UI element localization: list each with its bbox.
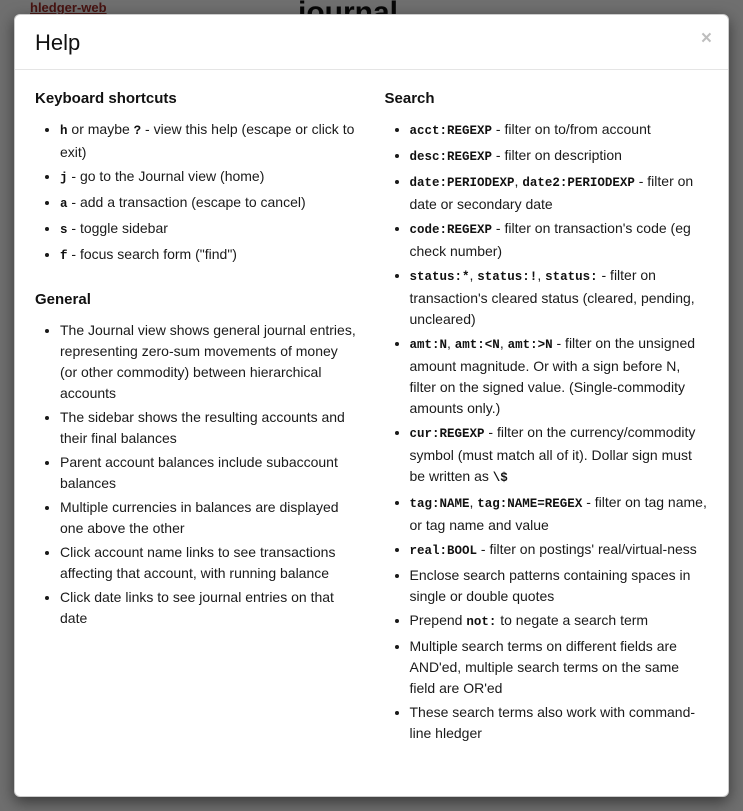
help-list-item: • cur:REGEXP - filter on the currency/commodity symbol (must match all of it). Dollar sign must be written as \$ bbox=[410, 422, 709, 489]
code-term: cur:REGEXP bbox=[409, 427, 485, 442]
help-list-item: • Parent account balances include subaccount balances bbox=[60, 452, 359, 494]
code-term: a bbox=[60, 197, 68, 212]
code-term: code:REGEXP bbox=[409, 223, 493, 238]
section-heading-search: Search bbox=[384, 90, 435, 108]
help-list-item: • The Journal view shows general journal entries, representing zero-sum movements of money (or other commodity) between hierarchical accounts bbox=[60, 320, 359, 404]
close-icon[interactable]: × bbox=[700, 28, 712, 49]
help-list-item: • Multiple search terms on different fields are AND'ed, multiple search terms on the same field are OR'ed bbox=[410, 636, 709, 699]
modal-title: Help bbox=[35, 30, 81, 55]
help-list-item: • Click account name links to see transactions affecting that account, with running balance bbox=[60, 542, 359, 584]
help-list-item: • Multiple currencies in balances are displayed one above the other bbox=[60, 497, 359, 539]
help-list-item: • The sidebar shows the resulting accounts and their final balances bbox=[60, 407, 359, 449]
general-list bbox=[35, 320, 359, 629]
keyboard-shortcuts-list bbox=[35, 119, 359, 267]
code-term: tag:NAME bbox=[409, 497, 470, 512]
help-list-item: • h or maybe ? - view this help (escape or click to exit) bbox=[60, 119, 359, 163]
code-term: date2:PERIODEXP bbox=[522, 176, 635, 191]
code-term: acct:REGEXP bbox=[409, 124, 493, 139]
code-term: status:! bbox=[477, 270, 538, 285]
help-column-right bbox=[385, 90, 709, 752]
section-heading-keyboard-shortcuts: Keyboard shortcuts bbox=[35, 90, 177, 108]
code-term: j bbox=[60, 171, 68, 186]
help-list-item: • a - add a transaction (escape to cancel) bbox=[60, 192, 359, 215]
help-list-item: • Enclose search patterns containing spaces in single or double quotes bbox=[410, 565, 709, 607]
help-column-left bbox=[35, 90, 359, 752]
code-term: tag:NAME=REGEX bbox=[477, 497, 583, 512]
help-modal bbox=[14, 14, 729, 797]
code-term: h bbox=[60, 124, 68, 139]
help-list-item: • These search terms also work with command-line hledger bbox=[410, 702, 709, 744]
help-list-item: • f - focus search form ("find") bbox=[60, 244, 359, 267]
code-term: not: bbox=[466, 615, 497, 630]
help-list-item: • Click date links to see journal entries on that date bbox=[60, 587, 359, 629]
modal-body bbox=[15, 70, 728, 762]
help-list-item: • amt:N, amt:<N, amt:>N - filter on the unsigned amount magnitude. Or with a sign before N, filter on the signed value. (Single-commodity amounts only.) bbox=[410, 333, 709, 419]
code-term: ? bbox=[133, 124, 142, 139]
code-term: amt:>N bbox=[507, 338, 553, 353]
help-list-item: • acct:REGEXP - filter on to/from account bbox=[410, 119, 709, 142]
code-term: amt:N bbox=[409, 338, 448, 353]
code-term: desc:REGEXP bbox=[409, 150, 493, 165]
help-list-item: • status:*, status:!, status: - filter on transaction's cleared status (cleared, pending, uncleared) bbox=[410, 265, 709, 330]
modal-header bbox=[15, 15, 728, 70]
code-term: date:PERIODEXP bbox=[409, 176, 515, 191]
help-list-item: • j - go to the Journal view (home) bbox=[60, 166, 359, 189]
code-term: real:BOOL bbox=[409, 544, 478, 559]
code-term: amt:<N bbox=[454, 338, 500, 353]
help-list-item: • date:PERIODEXP, date2:PERIODEXP - filter on date or secondary date bbox=[410, 171, 709, 215]
code-term: \$ bbox=[492, 471, 508, 486]
help-list-item: • code:REGEXP - filter on transaction's code (eg check number) bbox=[410, 218, 709, 262]
code-term: f bbox=[60, 249, 68, 264]
help-list-item: • tag:NAME, tag:NAME=REGEX - filter on tag name, or tag name and value bbox=[410, 492, 709, 536]
code-term: status: bbox=[545, 270, 598, 285]
help-list-item: • real:BOOL - filter on postings' real/virtual-ness bbox=[410, 539, 709, 562]
code-term: status:* bbox=[409, 270, 470, 285]
help-list-item: • Prepend not: to negate a search term bbox=[410, 610, 709, 633]
code-term: s bbox=[60, 223, 68, 238]
help-list-item: • s - toggle sidebar bbox=[60, 218, 359, 241]
help-list-item: • desc:REGEXP - filter on description bbox=[410, 145, 709, 168]
search-list bbox=[385, 119, 709, 744]
section-heading-general: General bbox=[35, 291, 91, 309]
